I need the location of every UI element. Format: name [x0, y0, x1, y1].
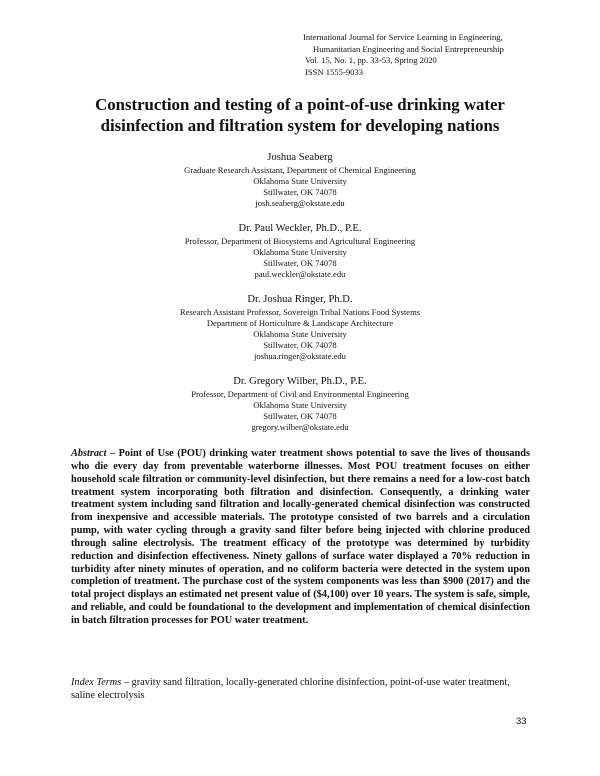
author-email: josh.seaberg@okstate.edu	[255, 198, 345, 208]
author-block-3	[40, 293, 560, 362]
author-affiliation: Professor, Department of Civil and Environmental Engineering	[191, 389, 409, 399]
author-affiliation: Research Assistant Professor, Sovereign Tribal Nations Food Systems	[179, 307, 421, 317]
journal-name-line-2: Humanitarian Engineering and Social Entrepreneurship	[313, 43, 504, 54]
author-university: Oklahoma State University	[253, 329, 347, 339]
index-terms-label: Index Terms	[71, 677, 122, 688]
author-block-2	[40, 222, 560, 280]
author-address: Stillwater, OK 74078	[263, 340, 337, 350]
author-address: Stillwater, OK 74078	[263, 187, 337, 197]
journal-volume: Vol. 15, No. 1, pp. 33-53, Spring 2020	[305, 55, 437, 65]
paper-title-line-1: Construction and testing of a point-of-use drinking water	[95, 95, 505, 114]
journal-name-line-1: International Journal for Service Learning in Engineering,	[303, 32, 503, 42]
author-name: Dr. Gregory Wilber, Ph.D., P.E.	[233, 376, 367, 387]
abstract-text: – Point of Use (POU) drinking water treatment shows potential to save the lives of thousands who die every day from preventable waterborne illnesses. Most POU treatment focuses on either household scale filtration or community-level disinfection, but there remains a need for a low-cost batch treatment system incorporating both filtration and disinfection. Consequently, a drinking water treatment system including sand filtration and locally-generated chemical disinfection was constructed from inexpensive and accessible materials. The prototype consisted of two barrels and a circulation pump, with water cycling through a gravity sand filter before being injected with chlorine produced through saline electrolysis. The treatment efficacy of the prototype was determined by turbidity reduction and disinfection effectiveness. Ninety gallons of surface water displayed a 70% reduction in turbidity after ninety minutes of operation, and no coliform bacteria were detected in the system upon completion of treatment. The purchase cost of the system components was less than $900 (2017) and the total project displays an estimated net present value of ($4,100) over 10 years. The system is safe, simple, and reliable, and could be foundational to the development and implementation of chemical disinfection in batch filtration processes for POU water treatment.	[71, 448, 530, 626]
page-number: 33	[516, 716, 527, 727]
author-department: Department of Horticulture & Landscape Architecture	[206, 318, 394, 328]
author-name: Dr. Paul Weckler, Ph.D., P.E.	[238, 223, 362, 234]
paper-title	[40, 94, 560, 136]
author-address: Stillwater, OK 74078	[263, 258, 337, 268]
index-terms-text: – gravity sand filtration, locally-generated chlorine disinfection, point-of-use water treatment, saline electrolysis	[71, 677, 510, 701]
author-name: Dr. Joshua Ringer, Ph.D.	[247, 294, 353, 305]
author-name: Joshua Seaberg	[267, 152, 333, 163]
author-affiliation: Professor, Department of Biosystems and Agricultural Engineering	[184, 236, 416, 246]
author-block-4	[40, 375, 560, 433]
author-affiliation: Graduate Research Assistant, Department of Chemical Engineering	[184, 165, 416, 175]
author-email: joshua.ringer@okstate.edu	[254, 351, 346, 361]
author-address: Stillwater, OK 74078	[263, 411, 337, 421]
author-university: Oklahoma State University	[253, 400, 347, 410]
abstract-label: Abstract	[71, 448, 107, 459]
journal-header	[303, 32, 504, 78]
paper-title-line-2: disinfection and filtration system for developing nations	[100, 116, 500, 135]
author-email: paul.weckler@okstate.edu	[254, 269, 346, 279]
journal-issn: ISSN 1555-9033	[305, 66, 364, 77]
index-terms	[71, 676, 530, 702]
author-university: Oklahoma State University	[253, 247, 347, 257]
author-university: Oklahoma State University	[253, 176, 347, 186]
author-email: gregory.wilber@okstate.edu	[251, 422, 349, 432]
abstract	[71, 448, 530, 628]
author-block-1	[40, 151, 560, 209]
